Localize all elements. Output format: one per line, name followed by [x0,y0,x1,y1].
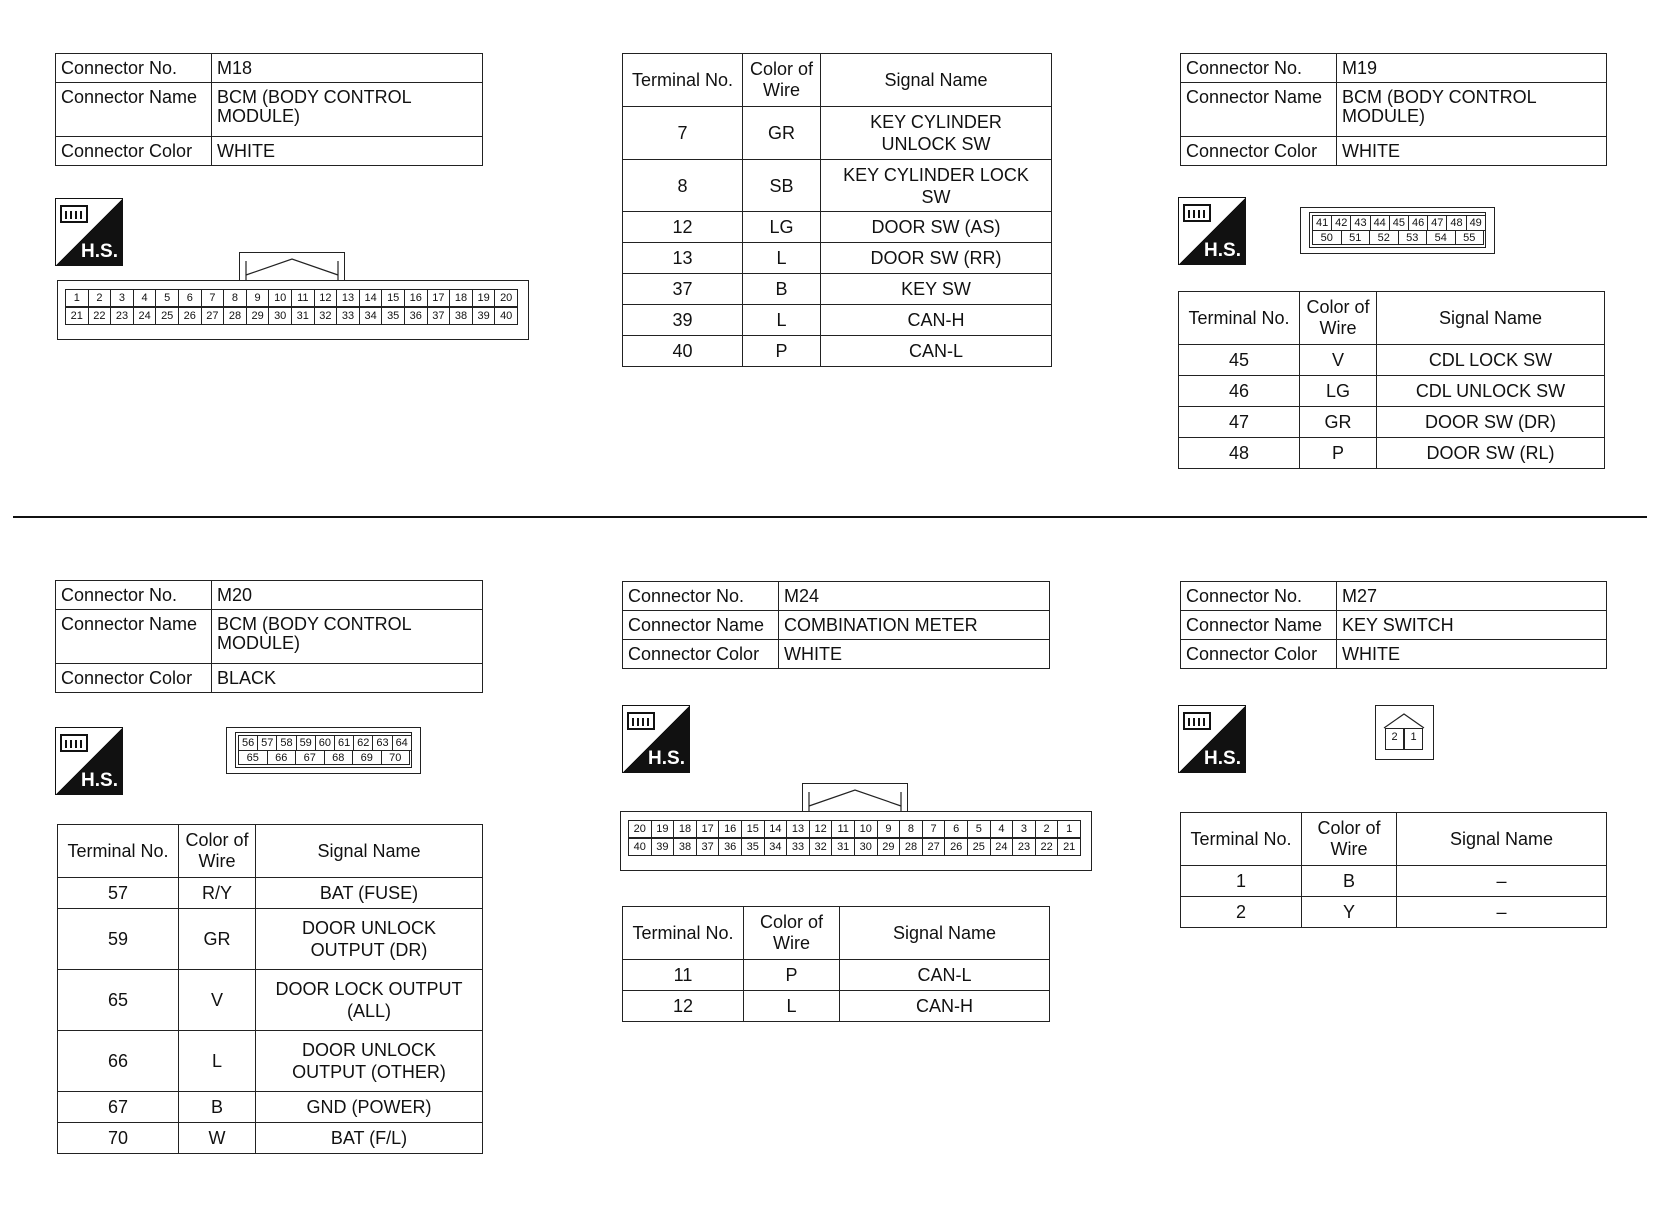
m27-no: M27 [1337,582,1607,611]
terminal-no: 45 [1179,345,1300,376]
connector-pin: 8 [899,820,923,838]
terminal-no: 70 [58,1123,179,1154]
m20-connector-face [226,727,422,775]
m20-info-table [55,580,483,693]
connector-pin: 19 [651,820,675,838]
connector-pin: 13 [786,820,810,838]
signal-name: DOOR UNLOCK OUTPUT (OTHER) [256,1031,483,1092]
connector-pin: 48 [1446,215,1466,231]
connector-pin: 67 [295,750,325,765]
connector-pin: 29 [246,307,270,325]
m19-color: WHITE [1337,137,1607,166]
hs-label: H.S. [648,748,685,769]
header-color: Color of Wire [744,907,840,960]
connector-pin: 25 [967,838,991,856]
terminal-row [623,107,1052,160]
m24-info-table [622,581,1050,669]
wire-color: V [179,970,256,1031]
connector-pin: 35 [741,838,765,856]
connector-pin: 41 [1312,215,1332,231]
header-terminal: Terminal No. [623,907,744,960]
hs-label: H.S. [1204,240,1241,261]
label-connector-name: Connector Name [623,611,779,640]
terminal-no: 8 [623,160,743,212]
connector-pin: 15 [741,820,765,838]
connector-pin: 10 [854,820,878,838]
terminal-row [1181,897,1607,928]
connector-pin: 58 [276,735,296,751]
terminal-no: 66 [58,1031,179,1092]
label-connector-color: Connector Color [1181,640,1337,669]
signal-name: DOOR UNLOCK OUTPUT (DR) [256,909,483,970]
connector-pin: 28 [899,838,923,856]
m18-connector-face [57,252,530,340]
connector-pin: 36 [404,307,428,325]
wire-color: L [179,1031,256,1092]
connector-pin: 35 [381,307,405,325]
signal-name: CDL LOCK SW [1377,345,1605,376]
connector-plug-icon [627,710,657,732]
hs-label: H.S. [1204,748,1241,769]
signal-name: CAN-L [821,336,1052,367]
connector-pin: 2 [1385,728,1404,750]
signal-name: – [1397,866,1607,897]
terminal-row [623,991,1050,1022]
signal-name: DOOR LOCK OUTPUT (ALL) [256,970,483,1031]
label-connector-no: Connector No. [623,582,779,611]
terminal-no: 12 [623,212,743,243]
connector-pin: 14 [764,820,788,838]
connector-pin: 3 [110,289,134,307]
terminal-no: 67 [58,1092,179,1123]
connector-housing [620,811,1092,871]
connector-pin: 26 [178,307,202,325]
m19-connector-face [1300,207,1496,255]
terminal-row [1181,866,1607,897]
connector-pin: 38 [449,307,473,325]
connector-pin: 17 [696,820,720,838]
wire-color: SB [743,160,821,212]
connector-pin: 59 [296,735,316,751]
label-connector-color: Connector Color [1181,137,1337,166]
header-terminal: Terminal No. [1181,813,1302,866]
m18-no: M18 [212,54,483,83]
connector-pin: 68 [324,750,354,765]
wire-color: GR [1300,407,1377,438]
terminal-no: 1 [1181,866,1302,897]
connector-pin: 16 [404,289,428,307]
terminal-row [623,960,1050,991]
signal-name: CAN-L [840,960,1050,991]
connector-latch [239,252,345,283]
connector-pin: 46 [1408,215,1428,231]
connector-pin: 12 [314,289,338,307]
label-connector-name: Connector Name [1181,611,1337,640]
wire-color: GR [743,107,821,160]
hs-icon [55,727,123,795]
connector-pin: 66 [267,750,297,765]
m24-connector-face [620,783,1092,871]
wire-color: B [1302,866,1397,897]
m27-info-table [1180,581,1607,669]
header-signal: Signal Name [1377,292,1605,345]
connector-plug-icon [60,732,90,754]
label-connector-name: Connector Name [1181,83,1337,137]
terminal-row [623,305,1052,336]
connector-pin: 44 [1370,215,1390,231]
connector-pin: 33 [336,307,360,325]
m19-terminal-table [1178,291,1605,469]
connector-pin: 49 [1466,215,1486,231]
terminal-no: 13 [623,243,743,274]
connector-pin: 64 [392,735,412,751]
terminal-row [58,909,483,970]
connector-housing [1375,705,1434,760]
signal-name: GND (POWER) [256,1092,483,1123]
connector-face [235,732,412,768]
signal-name: DOOR SW (RR) [821,243,1052,274]
signal-name: CDL UNLOCK SW [1377,376,1605,407]
label-connector-color: Connector Color [56,137,212,166]
signal-name: BAT (FUSE) [256,878,483,909]
connector-pin: 8 [223,289,247,307]
label-connector-name: Connector Name [56,610,212,664]
connector-plug-icon [60,203,90,225]
connector-pin: 39 [472,307,496,325]
m18-color: WHITE [212,137,483,166]
connector-pin: 42 [1331,215,1351,231]
connector-pin: 27 [922,838,946,856]
connector-pin: 21 [65,307,89,325]
terminal-row [623,243,1052,274]
wire-color: L [743,243,821,274]
hs-icon [622,705,690,773]
connector-pin: 11 [291,289,315,307]
connector-pin: 1 [1057,820,1081,838]
connector-pin: 24 [133,307,157,325]
label-connector-color: Connector Color [623,640,779,669]
terminal-no: 11 [623,960,744,991]
connector-pin: 6 [944,820,968,838]
connector-pin: 56 [238,735,258,751]
terminal-no: 57 [58,878,179,909]
signal-name: KEY CYLINDER LOCK SW [821,160,1052,212]
terminal-row [58,970,483,1031]
m20-no: M20 [212,581,483,610]
terminal-row [623,336,1052,367]
connector-pin: 24 [990,838,1014,856]
terminal-row [58,1123,483,1154]
hs-label: H.S. [81,241,118,262]
connector-pin: 65 [238,750,268,765]
signal-name: CAN-H [821,305,1052,336]
terminal-no: 48 [1179,438,1300,469]
connector-pin: 5 [967,820,991,838]
connector-pin: 21 [1057,838,1081,856]
wire-color: B [743,274,821,305]
m19-no: M19 [1337,54,1607,83]
connector-pin: 7 [922,820,946,838]
label-connector-no: Connector No. [56,54,212,83]
label-connector-no: Connector No. [1181,54,1337,83]
connector-housing [57,280,529,340]
m18-name: BCM (BODY CONTROL MODULE) [212,83,483,137]
m24-name: COMBINATION METER [779,611,1050,640]
m20-terminal-table [57,824,483,1154]
m27-name: KEY SWITCH [1337,611,1607,640]
connector-pin: 62 [353,735,373,751]
connector-pin: 40 [628,838,652,856]
header-signal: Signal Name [821,54,1052,107]
terminal-row [58,1092,483,1123]
connector-pin: 32 [314,307,338,325]
m19-info-table [1180,53,1607,166]
m19-name: BCM (BODY CONTROL MODULE) [1337,83,1607,137]
wire-color: L [744,991,840,1022]
signal-name: DOOR SW (RL) [1377,438,1605,469]
connector-pin: 63 [372,735,392,751]
wire-color: V [1300,345,1377,376]
connector-pin: 2 [1035,820,1059,838]
m20-name: BCM (BODY CONTROL MODULE) [212,610,483,664]
terminal-no: 65 [58,970,179,1031]
connector-pin: 33 [786,838,810,856]
connector-pin: 39 [651,838,675,856]
m27-terminal-table [1180,812,1607,928]
wire-color: Y [1302,897,1397,928]
connector-pin: 9 [877,820,901,838]
m24-no: M24 [779,582,1050,611]
connector-pin: 3 [1012,820,1036,838]
connector-pin: 9 [246,289,270,307]
m18-terminal-table [622,53,1052,367]
connector-pin: 22 [88,307,112,325]
connector-pin: 60 [315,735,335,751]
connector-pin: 11 [831,820,855,838]
header-terminal: Terminal No. [623,54,743,107]
label-connector-no: Connector No. [56,581,212,610]
wire-color: L [743,305,821,336]
connector-pin: 15 [381,289,405,307]
connector-pin: 57 [257,735,277,751]
terminal-no: 2 [1181,897,1302,928]
connector-pin: 30 [268,307,292,325]
wire-color: R/Y [179,878,256,909]
hs-icon [1178,705,1246,773]
connector-pin: 61 [334,735,354,751]
terminal-row [1179,438,1605,469]
wire-color: P [744,960,840,991]
connector-pin: 43 [1350,215,1370,231]
header-color: Color of Wire [1300,292,1377,345]
connector-face [1309,212,1486,248]
connector-pin: 50 [1312,230,1342,245]
connector-pin: 17 [427,289,451,307]
connector-pin: 2 [88,289,112,307]
connector-pin: 34 [764,838,788,856]
connector-pin: 23 [1012,838,1036,856]
terminal-no: 12 [623,991,744,1022]
label-connector-color: Connector Color [56,664,212,693]
connector-pin: 26 [944,838,968,856]
terminal-row [623,160,1052,212]
connector-pin: 31 [831,838,855,856]
wire-color: B [179,1092,256,1123]
connector-pin: 36 [718,838,742,856]
connector-pin: 14 [359,289,383,307]
header-color: Color of Wire [179,825,256,878]
header-signal: Signal Name [840,907,1050,960]
connector-pin: 52 [1369,230,1399,245]
connector-pin: 28 [223,307,247,325]
connector-pin: 5 [155,289,179,307]
connector-pin: 12 [809,820,833,838]
connector-pin: 31 [291,307,315,325]
connector-pin: 22 [1035,838,1059,856]
connector-pin: 6 [178,289,202,307]
terminal-no: 47 [1179,407,1300,438]
hs-icon [1178,197,1246,265]
m20-color: BLACK [212,664,483,693]
connector-pin: 55 [1455,230,1485,245]
wire-color: LG [1300,376,1377,407]
connector-pin: 70 [381,750,411,765]
connector-latch [802,783,908,814]
terminal-row [1179,376,1605,407]
m24-color: WHITE [779,640,1050,669]
connector-housing [226,727,421,774]
connector-pin: 4 [133,289,157,307]
terminal-no: 40 [623,336,743,367]
wire-color: P [1300,438,1377,469]
terminal-row [1179,345,1605,376]
connector-pin: 37 [427,307,451,325]
connector-pin: 7 [201,289,225,307]
section-divider [13,516,1647,518]
connector-pin: 10 [268,289,292,307]
terminal-row [58,878,483,909]
terminal-no: 46 [1179,376,1300,407]
wire-color: LG [743,212,821,243]
terminal-row [1179,407,1605,438]
header-terminal: Terminal No. [58,825,179,878]
terminal-no: 59 [58,909,179,970]
connector-pin: 40 [494,307,518,325]
m27-color: WHITE [1337,640,1607,669]
connector-pin: 30 [854,838,878,856]
label-connector-no: Connector No. [1181,582,1337,611]
terminal-row [623,274,1052,305]
connector-pin: 16 [718,820,742,838]
terminal-no: 7 [623,107,743,160]
header-signal: Signal Name [256,825,483,878]
connector-pin: 23 [110,307,134,325]
connector-pin: 4 [990,820,1014,838]
connector-housing [1300,207,1495,254]
wire-color: P [743,336,821,367]
label-connector-name: Connector Name [56,83,212,137]
connector-pin: 47 [1427,215,1447,231]
terminal-row [623,212,1052,243]
connector-pin: 20 [628,820,652,838]
signal-name: – [1397,897,1607,928]
connector-pin: 1 [65,289,89,307]
signal-name: KEY CYLINDER UNLOCK SW [821,107,1052,160]
terminal-no: 37 [623,274,743,305]
header-color: Color of Wire [743,54,821,107]
connector-pin: 34 [359,307,383,325]
signal-name: DOOR SW (DR) [1377,407,1605,438]
connector-pin: 32 [809,838,833,856]
wire-color: W [179,1123,256,1154]
connector-plug-icon [1183,710,1213,732]
signal-name: KEY SW [821,274,1052,305]
header-signal: Signal Name [1397,813,1607,866]
connector-pin: 13 [336,289,360,307]
connector-pin: 54 [1426,230,1456,245]
connector-pin: 20 [494,289,518,307]
connector-pin: 18 [673,820,697,838]
connector-plug-icon [1183,202,1213,224]
connector-pin: 18 [449,289,473,307]
terminal-row [58,1031,483,1092]
m18-info-table [55,53,483,166]
header-terminal: Terminal No. [1179,292,1300,345]
connector-pin: 51 [1341,230,1371,245]
signal-name: CAN-H [840,991,1050,1022]
connector-pin: 25 [155,307,179,325]
header-color: Color of Wire [1302,813,1397,866]
connector-pin: 38 [673,838,697,856]
connector-pin: 69 [352,750,382,765]
signal-name: BAT (F/L) [256,1123,483,1154]
connector-pin: 1 [1404,728,1423,750]
connector-pin: 27 [201,307,225,325]
connector-pin: 37 [696,838,720,856]
wire-color: GR [179,909,256,970]
hs-label: H.S. [81,770,118,791]
connector-pin: 19 [472,289,496,307]
connector-pin: 29 [877,838,901,856]
connector-pin: 45 [1389,215,1409,231]
m24-terminal-table [622,906,1050,1022]
terminal-no: 39 [623,305,743,336]
signal-name: DOOR SW (AS) [821,212,1052,243]
connector-pin: 53 [1398,230,1428,245]
m27-connector-face [1375,705,1435,761]
